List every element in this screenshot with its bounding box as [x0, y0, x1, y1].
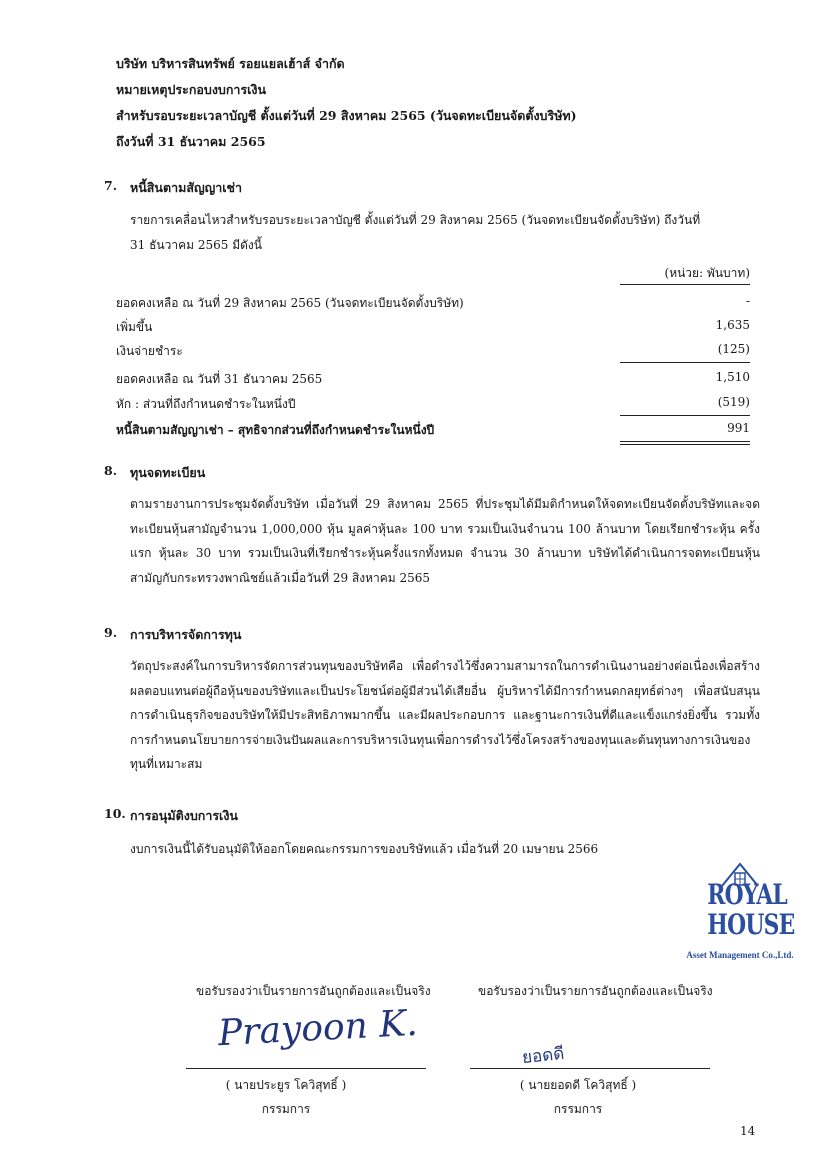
table-row-value: (519)	[717, 395, 750, 409]
signer-name-1: ( นายประยูร โควิสุทธิ์ )	[225, 1078, 347, 1092]
unit-label: (หน่วย: พันบาท)	[664, 266, 750, 280]
table-row-label: หนี้สินตามสัญญาเช่า – สุทธิจากส่วนที่ถึงกำหนดชำระในหนึ่งปี	[116, 423, 435, 437]
section-7-intro-2: 31 ธันวาคม 2565 มีดังนี้	[130, 238, 262, 252]
table-row-value: 991	[727, 421, 750, 435]
period-end-line: ถึงวันที่ 31 ธันวาคม 2565	[116, 134, 266, 149]
subtotal-rule	[620, 415, 750, 416]
total-double-rule	[620, 441, 750, 445]
company-name: บริษัท บริหารสินทรัพย์ รอยแยลเฮ้าส์ จำกัด	[116, 56, 345, 71]
section-8-body: ตามรายงานการประชุมจัดตั้งบริษัท เมื่อวันที่ 29 สิงหาคม 2565 ที่ประชุมได้มีมติกำหนดให้จดทะเบียนจัดตั้งบริษัทและจดทะเบียนหุ้นสามัญจำนวน 1,000,000 หุ้น มูลค่าหุ้นละ 100 บาท รวมเป็นเงินจำนวน 100 ล้านบาท โดยเรียกชำระหุ้น ครั้งแรก หุ้นละ 30 บาท รวมเป็นเงินที่เรียกชำระหุ้นครั้งแรกทั้งหมด จำนวน 30 ล้านบาท บริษัทได้ดำเนินการจดทะเบียนหุ้นสามัญกับกระทรวงพาณิชย์แล้วเมื่อวันที่ 29 สิงหาคม 2565	[130, 497, 760, 585]
subtotal-rule	[620, 362, 750, 363]
table-row-label: เพิ่มขึ้น	[116, 320, 153, 334]
table-row-label: ยอดคงเหลือ ณ วันที่ 31 ธันวาคม 2565	[116, 372, 323, 386]
table-row-value: -	[745, 294, 750, 308]
section-9-body: วัตถุประสงค์ในการบริหารจัดการส่วนทุนของบริษัทคือ เพื่อดำรงไว้ซึ่งความสามารถในการดำเนินงานอย่างต่อเนื่องเพื่อสร้างผลตอบแทนต่อผู้ถือหุ้นของบริษัทและเป็นประโยชน์ต่อผู้มีส่วนได้เสียอื่น ผู้บริหารได้มีการกำหนดกลยุทธ์ต่างๆ เพื่อสนับสนุนการดำเนินธุรกิจของบริษัทให้มีประสิทธิภาพมากขึ้น และมีผลประกอบการ และฐานะการเงินที่ดีและแข็งแกร่งยิ่งขึ้น รวมทั้งการกำหนดนโยบายการจ่ายเงินปันผลและการบริหารเงินทุนเพื่อการดำรงไว้ซึ่งโครงสร้างของทุนและต้นทุนทางการเงินของทุนที่เหมาะสม	[130, 659, 760, 771]
signer-position-1: กรรมการ	[261, 1102, 311, 1116]
logo-word-house: HOUSE	[707, 908, 795, 941]
signature-line-1	[186, 1068, 426, 1069]
document-title: หมายเหตุประกอบงบการเงิน	[116, 82, 267, 97]
signer-name-2: ( นายยอดดี โควิสุทธิ์ )	[519, 1078, 637, 1092]
section-9-number: 9.	[104, 625, 118, 640]
section-9-title: การบริหารจัดการทุน	[130, 627, 242, 642]
company-logo	[686, 858, 795, 968]
table-row-label: หัก : ส่วนที่ถึงกำหนดชำระในหนึ่งปี	[116, 397, 296, 411]
table-row-label: ยอดคงเหลือ ณ วันที่ 29 สิงหาคม 2565 (วันจดทะเบียนจัดตั้งบริษัท)	[116, 296, 464, 310]
table-row-value: 1,635	[715, 318, 750, 332]
section-8-title: ทุนจดทะเบียน	[130, 465, 206, 480]
signature-prayoon: Prayoon K.	[217, 1002, 419, 1055]
signature-line-2	[470, 1068, 710, 1069]
logo-word-royal: ROYAL	[707, 878, 788, 911]
table-row-label: เงินจ่ายชำระ	[116, 344, 183, 358]
certify-text-2: ขอรับรองว่าเป็นรายการอันถูกต้องและเป็นจริง	[478, 984, 713, 998]
signer-position-2: กรรมการ	[553, 1102, 603, 1116]
signature-yoddee: ยอดดี	[521, 1043, 566, 1069]
unit-underline	[620, 284, 750, 285]
section-8-number: 8.	[104, 463, 118, 478]
section-7-intro-1: รายการเคลื่อนไหวสำหรับรอบระยะเวลาบัญชี ตั้งแต่วันที่ 29 สิงหาคม 2565 (วันจดทะเบียนจัดตั้งบริษัท) ถึงวันที่	[130, 213, 701, 227]
table-row-value: 1,510	[715, 370, 750, 384]
section-7-number: 7.	[104, 178, 118, 193]
table-row-value: (125)	[717, 342, 750, 356]
logo-subtitle: Asset Management Co.,Ltd.	[686, 950, 794, 960]
page-number: 14	[740, 1124, 756, 1138]
section-7-title: หนี้สินตามสัญญาเช่า	[130, 180, 243, 195]
certify-text-1: ขอรับรองว่าเป็นรายการอันถูกต้องและเป็นจริง	[196, 984, 431, 998]
section-10-title: การอนุมัติงบการเงิน	[130, 808, 238, 823]
period-line: สำหรับรอบระยะเวลาบัญชี ตั้งแต่วันที่ 29 สิงหาคม 2565 (วันจดทะเบียนจัดตั้งบริษัท)	[116, 108, 577, 123]
section-10-number: 10.	[104, 806, 126, 821]
section-10-body: งบการเงินนี้ได้รับอนุมัติให้ออกโดยคณะกรรมการของบริษัทแล้ว เมื่อวันที่ 20 เมษายน 2566	[130, 842, 599, 856]
